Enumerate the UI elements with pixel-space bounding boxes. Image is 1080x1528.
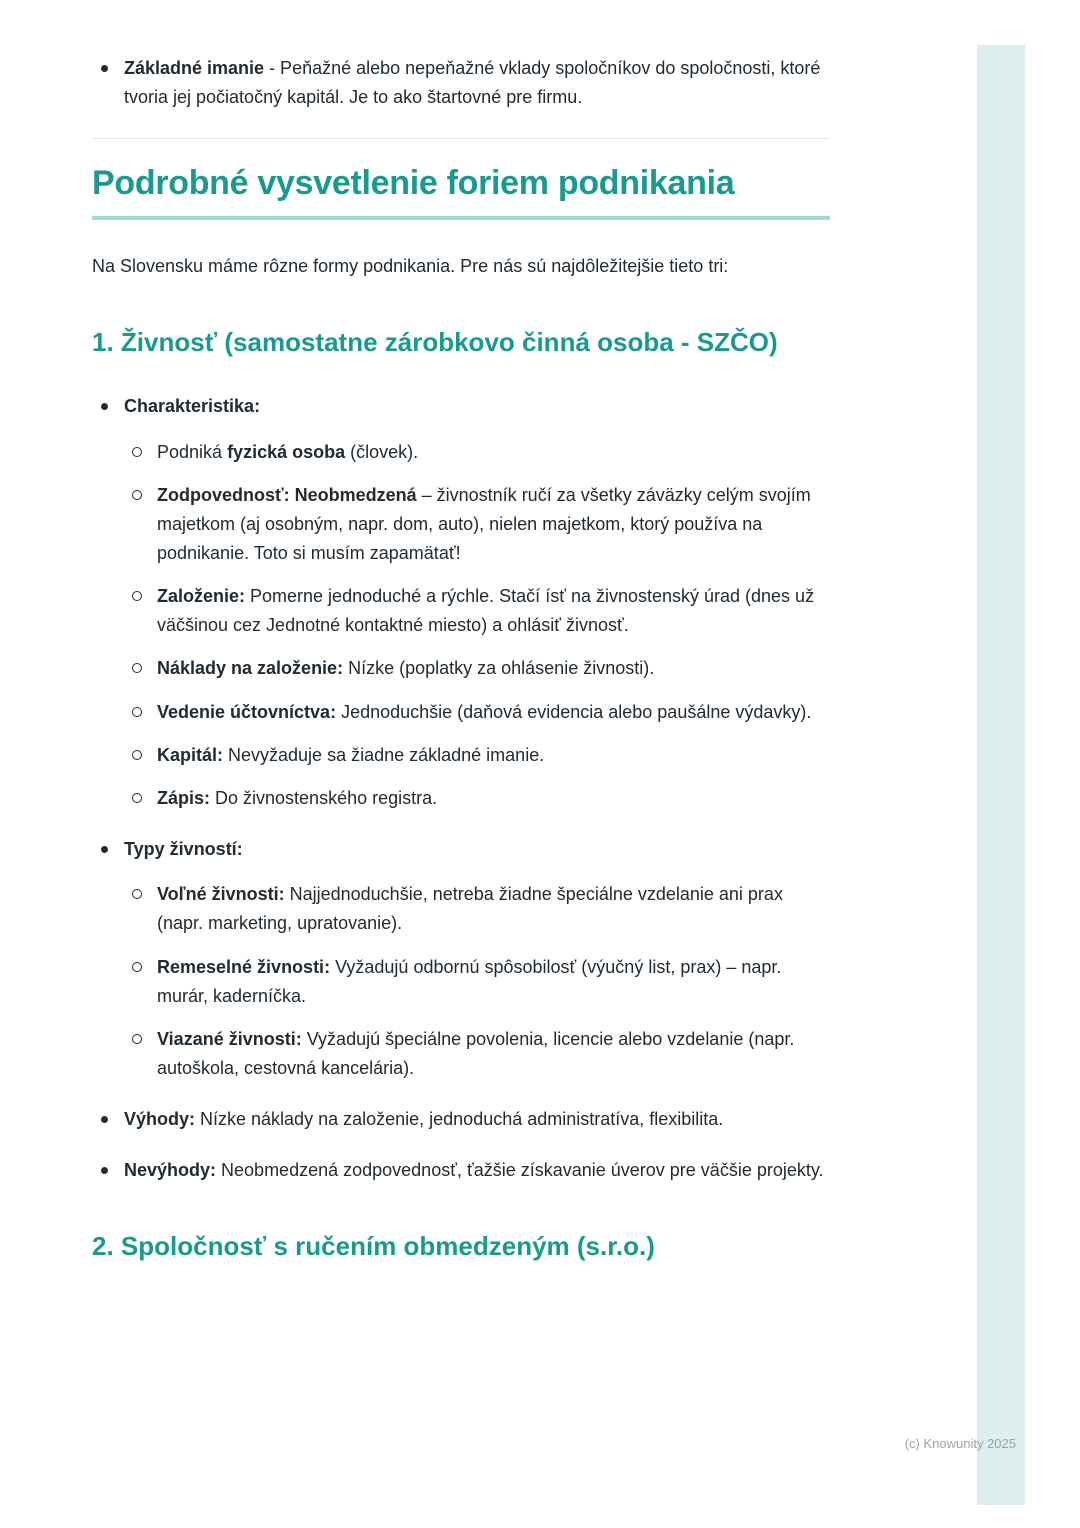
list-item (124, 741, 830, 770)
item-term: Založenie: (157, 586, 246, 607)
group-label: Typy živností: (124, 839, 243, 860)
item-text: (človek). (345, 441, 419, 462)
item-pre: Podniká (157, 441, 228, 462)
section1-heading: 1. Živnosť (samostatne zárobkovo činná osoba - SZČO) (92, 327, 778, 358)
list-item (124, 438, 830, 467)
main-heading: Podrobné vysvetlenie foriem podnikania (92, 164, 735, 203)
item-text: Najjednoduchšie, netreba žiadne špeciálne vzdelanie ani prax (napr. marketing, upratovanie). (157, 884, 783, 934)
list-item-zakladne-imanie (92, 54, 830, 112)
heading-underline (92, 216, 830, 220)
sidebar-strip (977, 45, 1025, 1505)
item-term: Kapitál: (157, 744, 224, 765)
item-text: Vyžadujú špeciálne povolenia, licencie alebo vzdelanie (napr. autoškola, cestovná kancelária). (157, 1028, 795, 1079)
list-item-vyhody (92, 1105, 830, 1134)
item-term: fyzická osoba (227, 441, 346, 462)
term-label: Základné imanie (124, 58, 265, 78)
item-text: Neobmedzená zodpovednosť, ťažšie získavanie úverov pre väčšie projekty. (216, 1160, 824, 1181)
section-divider (92, 138, 830, 139)
section2-heading: 2. Spoločnosť s ručením obmedzeným (s.r.o.) (92, 1231, 655, 1262)
list-item (124, 481, 830, 568)
group-label: Charakteristika: (124, 396, 261, 417)
item-term: Vedenie účtovníctva: (157, 701, 337, 722)
typy-sublist (124, 880, 830, 1083)
list-item (124, 654, 830, 683)
list-item (124, 953, 830, 1011)
item-text: Vyžadujú odbornú spôsobilosť (výučný list, prax) – napr. murár, kaderníčka. (157, 956, 782, 1006)
list-item (124, 698, 830, 727)
item-term: Náklady na založenie: (157, 658, 344, 679)
list-item (124, 880, 830, 938)
item-text: Do živnostenského registra. (210, 787, 438, 808)
item-text: Nízke (poplatky za ohlásenie živnosti). (343, 658, 655, 679)
list-item-charakteristika (92, 392, 830, 813)
item-term: Voľné živnosti: (157, 884, 285, 905)
item-term: Remeselné živnosti: (157, 956, 331, 977)
term-definition: - Peňažné alebo nepeňažné vklady spoločníkov do spoločnosti, ktoré tvoria jej počiatočný kapitál. Je to ako štartovné pre firmu. (124, 58, 821, 108)
intro-term-list (92, 54, 830, 112)
intro-paragraph: Na Slovensku máme rôzne formy podnikania. Pre nás sú najdôležitejšie tieto tri: (92, 256, 729, 277)
list-item (124, 784, 830, 813)
content-column (92, 0, 830, 1265)
list-item (124, 582, 830, 640)
item-term: Výhody: (124, 1109, 196, 1130)
item-text: Nevyžaduje sa žiadne základné imanie. (223, 744, 545, 765)
item-term: Nevýhody: (124, 1160, 217, 1181)
item-term: Zápis: (157, 787, 211, 808)
item-text: Jednoduchšie (daňová evidencia alebo paušálne výdavky). (336, 701, 812, 722)
section1-list (92, 392, 830, 1185)
list-item (124, 1025, 830, 1083)
item-text: – živnostník ručí za všetky záväzky celým svojím majetkom (aj osobným, napr. dom, auto), nielen majetkom, ktorý používa na podnikanie. Toto si musím zapamätať! (157, 484, 811, 563)
item-text: Pomerne jednoduché a rýchle. Stačí ísť na živnostenský úrad (dnes už väčšinou cez Jednotné kontaktné miesto) a ohlásiť živnosť. (157, 586, 815, 636)
item-term: Zodpovednosť: Neobmedzená (157, 484, 417, 505)
item-term: Viazané živnosti: (157, 1028, 302, 1049)
list-item-nevyhody (92, 1156, 830, 1185)
list-item-typy-zivnosti (92, 835, 830, 1083)
charakteristika-sublist (124, 438, 830, 814)
watermark: (c) Knowunity 2025 (904, 1436, 1016, 1451)
item-text: Nízke náklady na založenie, jednoduchá administratíva, flexibilita. (195, 1109, 724, 1130)
